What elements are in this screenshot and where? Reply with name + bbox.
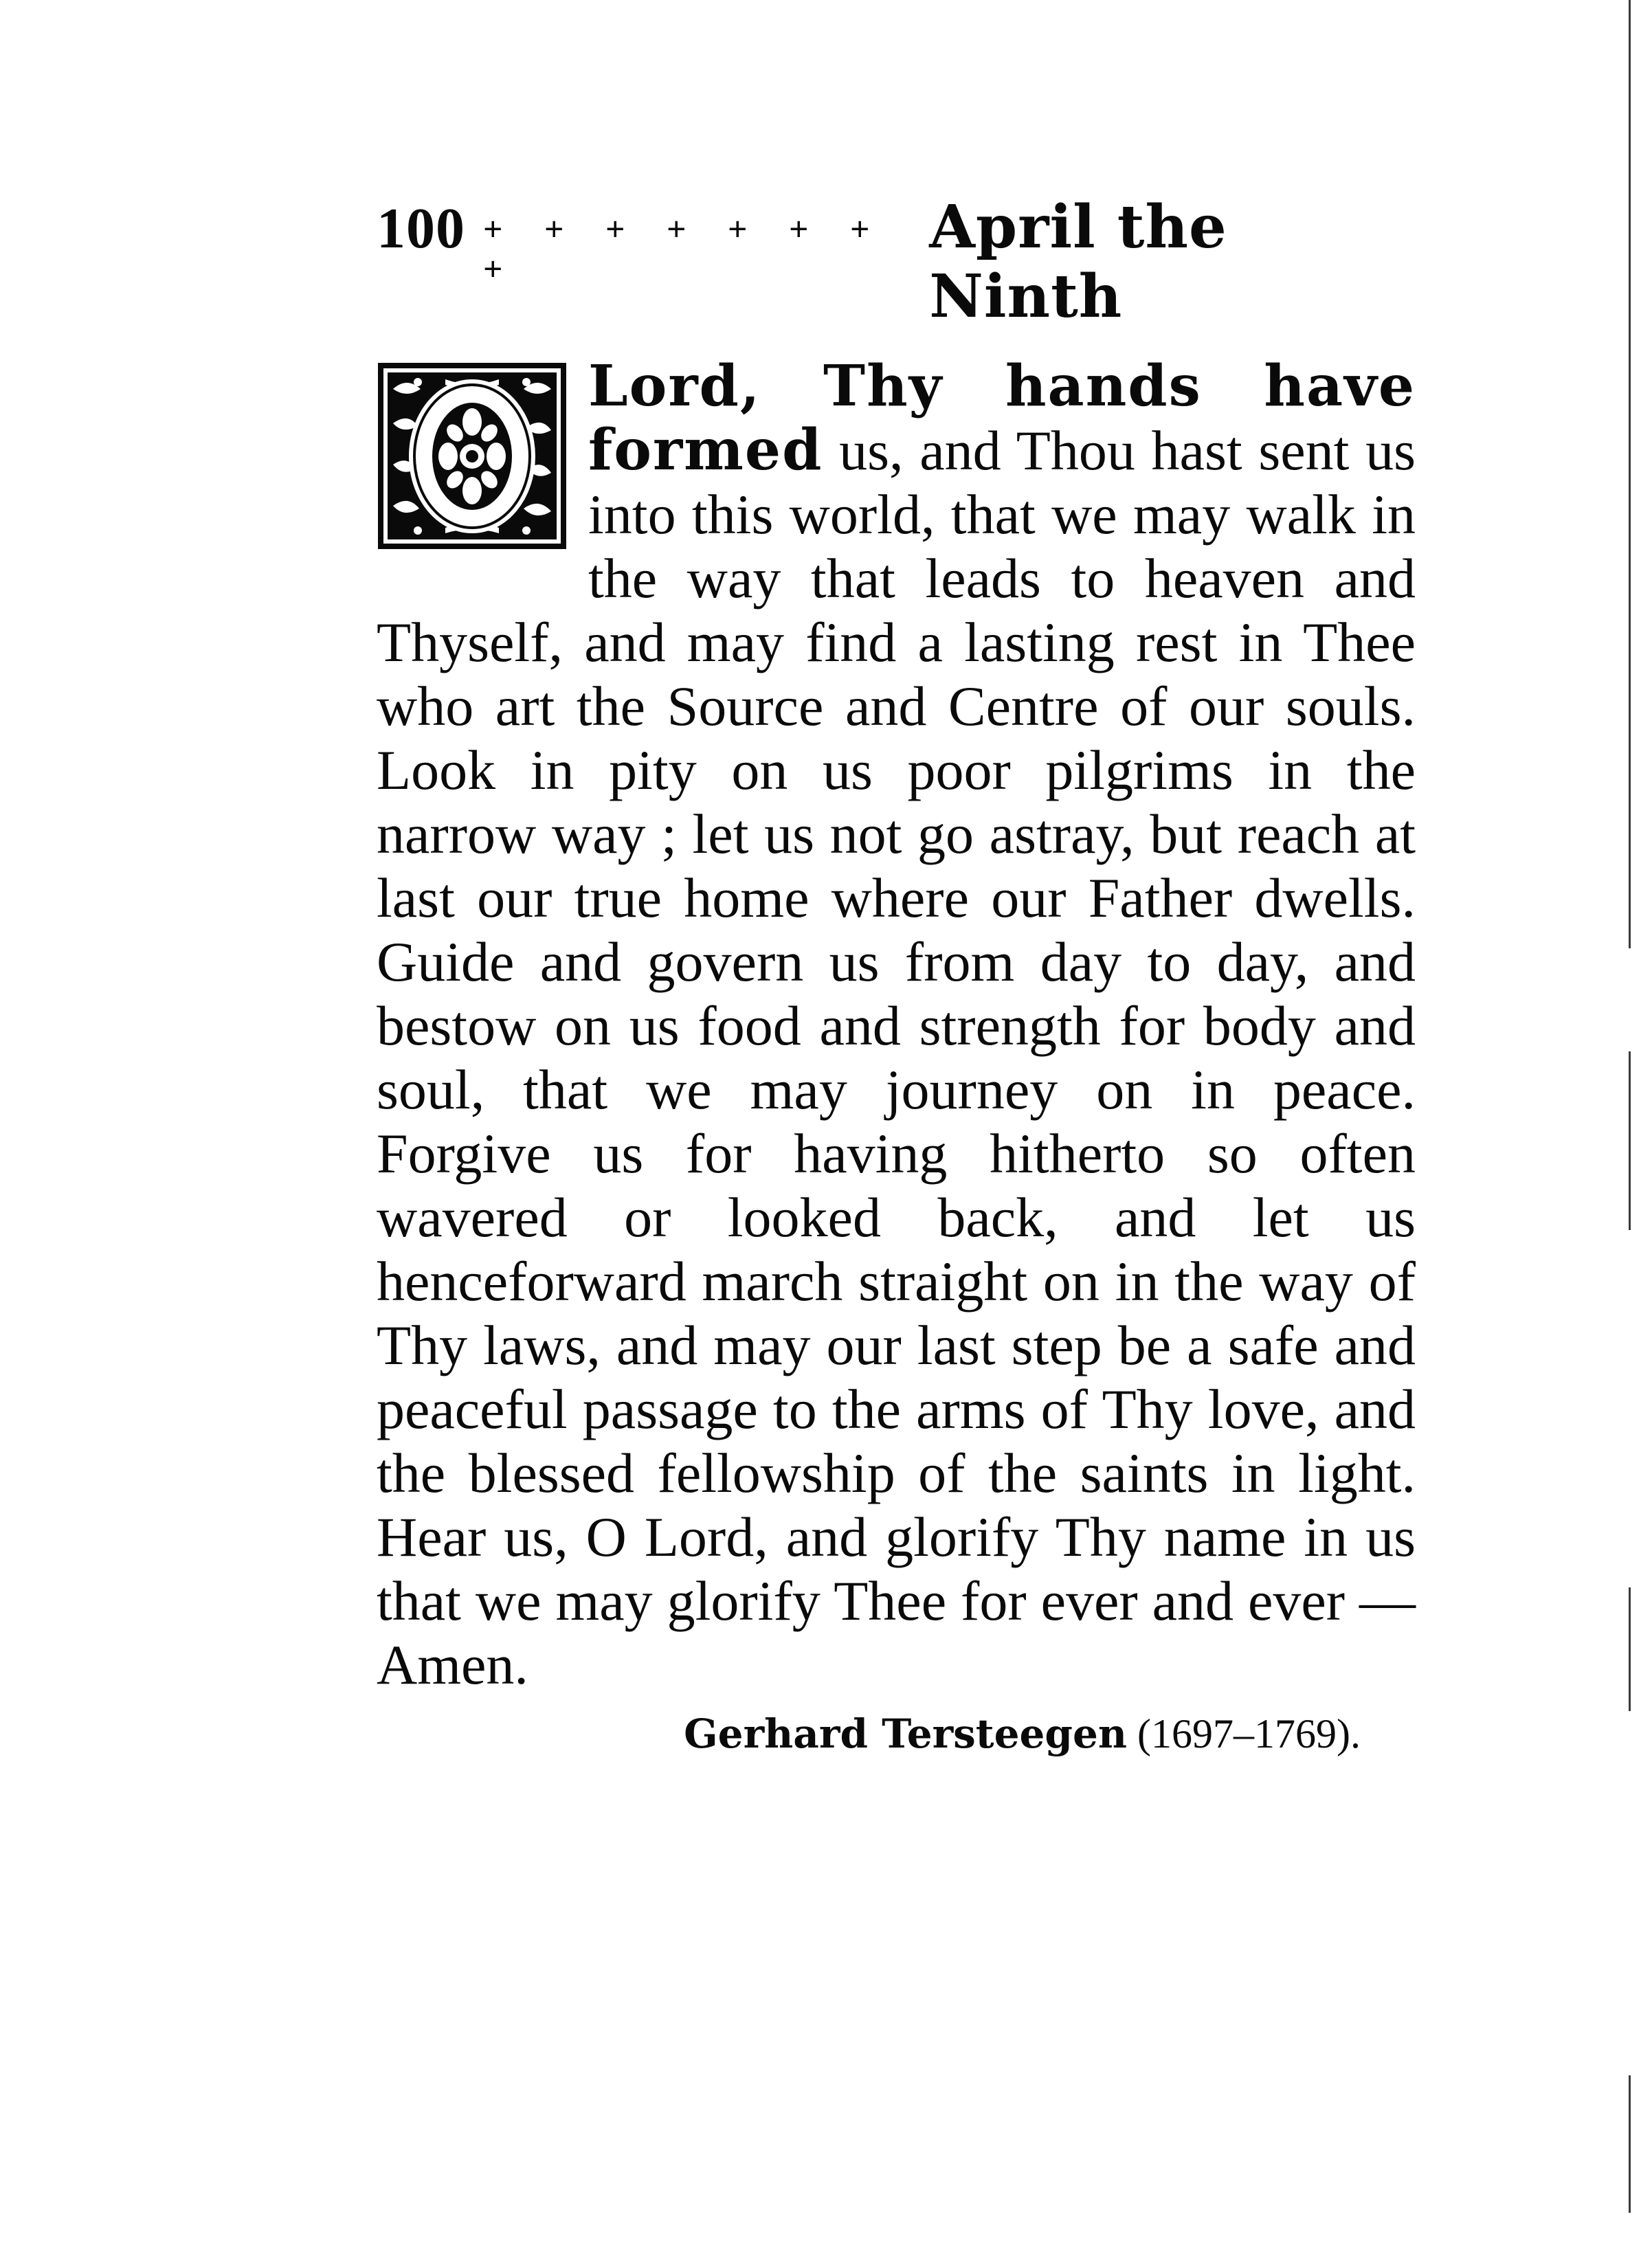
page-edge-line	[1629, 1051, 1631, 1230]
opening-words: Lord, Thy hands have formed	[588, 353, 1416, 483]
page-number: 100	[377, 197, 465, 260]
author-dates: (1697–1769).	[1137, 1711, 1361, 1756]
author-name: Gerhard Tersteegen	[684, 1710, 1128, 1757]
page-edge-line	[1629, 1587, 1631, 1711]
page-edge-line	[1629, 2075, 1631, 2213]
running-head	[377, 192, 1416, 331]
ornamental-initial-icon	[377, 361, 568, 550]
attribution	[377, 1710, 1361, 1758]
page-edge-line	[1629, 0, 1631, 948]
prayer-text	[377, 355, 1416, 1697]
page-title: April the Ninth	[929, 192, 1227, 331]
book-page	[377, 192, 1416, 1758]
ornament-row: + + + + + + + +	[483, 210, 886, 288]
prayer-body: us, and Thou hast sent us into this world, that we may walk in the way that leads to heaven and Thyself, and may find a lasting rest in Thee who art the Source and Centre of our souls. Look in pity on us poor pilgrims in the narrow way ; let us not go astray, but reach at last our true home where our Father dwells. Guide and govern us from day to day, and bestow on us food and strength for body and soul, that we may journey on in peace. Forgive us for having hitherto so often wavered or looked back, and let us henceforward march straight on in the way of Thy laws, and may our last step be a safe and peaceful passage to the arms of Thy love, and the blessed fellowship of the saints in light. Hear us, O Lord, and glorify Thy name in us that we may glorify Thee for ever and ever —Amen.	[377, 419, 1416, 1696]
dropcap-initial	[377, 361, 568, 550]
